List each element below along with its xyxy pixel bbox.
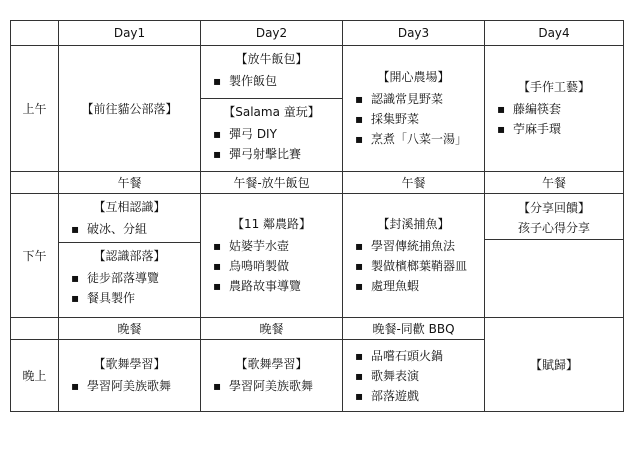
afternoon-day1-item: ▪ 破冰、分組 [81,219,194,239]
period-afternoon: 下午 [11,194,59,318]
morning-day3-title: 【開心農場】 [377,70,450,84]
dinner-day2: 晚餐 [201,318,343,340]
afternoon-day1-item: ▪ 餐具製作 [81,288,194,308]
header-day1: Day1 [59,21,201,46]
afternoon-day1-cell [59,194,201,318]
afternoon-day4-cell [485,194,624,318]
afternoon-day4-note: 孩子心得分享 [517,221,590,235]
morning-day2-title-1: 【放牛飯包】 [235,52,308,66]
afternoon-day1-block-2 [59,243,200,312]
morning-day4-title: 【手作工藝】 [517,80,590,94]
morning-day4-cell [485,46,624,172]
afternoon-day3-title: 【封溪捕魚】 [377,217,450,231]
evening-day2-cell [201,340,343,412]
period-evening: 晚上 [11,340,59,412]
afternoon-day2-item: ▪ 姑婆芋水壺 [223,236,336,256]
evening-day3-cell [343,340,485,412]
evening-day3-item: ▪ 部落遊戲 [365,386,478,406]
afternoon-day1-title-1: 【互相認識】 [93,200,166,214]
period-morning: 上午 [11,46,59,172]
evening-day4-cell [485,318,624,412]
evening-day2-title: 【歌舞學習】 [235,357,308,371]
lunch-day1: 午餐 [59,172,201,194]
evening-day1-cell [59,340,201,412]
evening-day3-item: ▪ 歌舞表演 [365,366,478,386]
morning-day3-item: ▪ 烹煮「八菜一湯」 [365,129,478,149]
morning-day1-cell [59,46,201,172]
afternoon-day1-block-1 [59,194,200,243]
evening-day2-item: ▪ 學習阿美族歌舞 [223,376,336,396]
dinner-day3: 晚餐-同歡 BBQ [343,318,485,340]
header-corner-cell [11,21,59,46]
morning-day2-title-2: 【Salama 童玩】 [223,105,320,119]
evening-day4-title: 【賦歸】 [529,358,578,372]
afternoon-day2-cell [201,194,343,318]
lunch-day2: 午餐-放牛飯包 [201,172,343,194]
morning-day2-block-1 [201,46,342,99]
morning-day2-block-2 [201,99,342,168]
lunch-blank-cell [11,172,59,194]
afternoon-day1-title-2: 【認識部落】 [93,249,166,263]
morning-day2-item: ▪ 彈弓 DIY [223,124,336,144]
afternoon-day3-cell [343,194,485,318]
afternoon-day2-item: ▪ 烏鳴哨製做 [223,256,336,276]
afternoon-day2-title: 【11 鄰農路】 [231,217,312,231]
afternoon-day2-item: ▪ 農路故事導覽 [223,276,336,296]
morning-day3-cell [343,46,485,172]
evening-day3-item: ▪ 品嚐石頭火鍋 [365,346,478,366]
dinner-blank-cell [11,318,59,340]
afternoon-day1-item: ▪ 徒步部落導覽 [81,268,194,288]
header-day4: Day4 [485,21,624,46]
schedule-table [10,20,624,412]
morning-day4-item: ▪ 藤編筷套 [507,99,617,119]
morning-day1-title: 【前往貓公部落】 [81,102,178,116]
dinner-day1: 晚餐 [59,318,201,340]
evening-day1-item: ▪ 學習阿美族歌舞 [81,376,194,396]
morning-day3-item: ▪ 採集野菜 [365,109,478,129]
header-day2: Day2 [201,21,343,46]
afternoon-day3-item: ▪ 學習傳統捕魚法 [365,236,478,256]
afternoon-day4-block [485,194,623,240]
afternoon-day3-item: ▪ 處理魚蝦 [365,276,478,296]
morning-day4-item: ▪ 苧麻手環 [507,119,617,139]
morning-day2-cell [201,46,343,172]
morning-day2-item: ▪ 製作飯包 [223,71,336,91]
lunch-day3: 午餐 [343,172,485,194]
morning-day2-item: ▪ 彈弓射擊比賽 [223,144,336,164]
lunch-day4: 午餐 [485,172,624,194]
header-day3: Day3 [343,21,485,46]
afternoon-day4-title: 【分享回饋】 [517,201,590,215]
morning-day3-item: ▪ 認識常見野菜 [365,89,478,109]
evening-day1-title: 【歌舞學習】 [93,357,166,371]
afternoon-day3-item: ▪ 製做檳榔葉鞘器皿 [365,256,478,276]
